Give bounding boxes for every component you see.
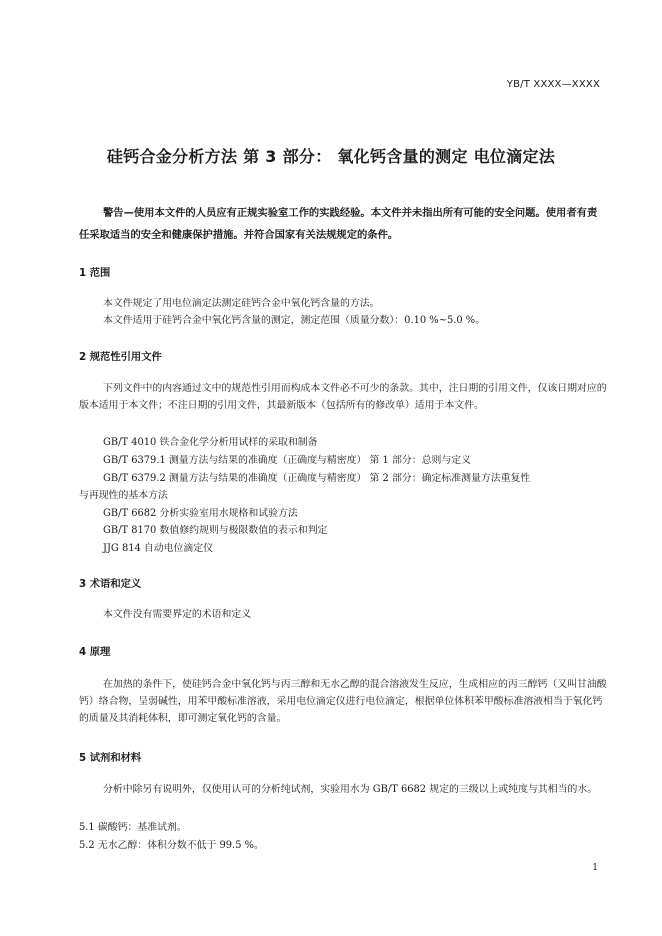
section-5-body bbox=[79, 781, 607, 798]
section-1-heading: 1 范围 bbox=[79, 267, 111, 279]
reference-item-continued: 与再现性的基本方法 bbox=[79, 490, 168, 501]
section-2-intro bbox=[79, 380, 607, 414]
section-4-body bbox=[79, 676, 607, 727]
section-5-paragraph-1: 分析中除另有说明外，仅使用认可的分析纯试剂，实验用水为 GB/T 6682 规定的三级以上或纯度与其相当的水。 bbox=[103, 784, 598, 795]
section-1-body bbox=[79, 295, 607, 329]
reference-item: GB/T 6682 分析实验室用水规格和试验方法 bbox=[103, 508, 298, 519]
safety-warning bbox=[79, 202, 607, 246]
reference-item: GB/T 6379.1 测量方法与结果的准确度（正确度与精密度） 第 1 部分：总则与定义 bbox=[103, 455, 471, 466]
reference-item: GB/T 8170 数值修约规则与极限数值的表示和判定 bbox=[103, 525, 328, 536]
reference-item: JJG 814 自动电位滴定仪 bbox=[103, 543, 214, 554]
section-1-paragraph-1: 本文件规定了用电位滴定法测定硅钙合金中氧化钙含量的方法。 bbox=[103, 298, 380, 309]
section-2-heading: 2 规范性引用文件 bbox=[79, 351, 162, 363]
document-code: YB/T XXXX—XXXX bbox=[506, 79, 600, 90]
section-1-paragraph-2: 本文件适用于硅钙合金中氧化钙含量的测定，测定范围（质量分数）：0.10 %~5.0 %。 bbox=[103, 315, 486, 326]
reagent-item: 5.1 碳酸钙：基准试剂。 bbox=[79, 822, 187, 833]
section-4-heading: 4 原理 bbox=[79, 646, 111, 658]
section-3-body bbox=[79, 606, 607, 623]
reference-item: GB/T 6379.2 测量方法与结果的准确度（正确度与精密度） 第 2 部分：确定标准测量方法重复性 bbox=[103, 473, 531, 484]
reagent-item: 5.2 无水乙醇：体积分数不低于 99.5 %。 bbox=[79, 840, 264, 851]
section-5-heading: 5 试剂和材料 bbox=[79, 752, 142, 764]
document-title: 硅钙合金分析方法 第 3 部分： 氧化钙含量的测定 电位滴定法 bbox=[106, 147, 556, 166]
section-3-paragraph-1: 本文件没有需要界定的术语和定义 bbox=[103, 609, 252, 620]
reference-item: GB/T 4010 铁合金化学分析用试样的采取和制备 bbox=[103, 437, 318, 448]
warning-text: 警告—使用本文件的人员应有正规实验室工作的实践经验。本文件并未指出所有可能的安全问题。使用者有责任采取适当的安全和健康保护措施。并符合国家有关法规规定的条件。 bbox=[79, 207, 598, 241]
section-4-paragraph-1: 在加热的条件下，使硅钙合金中氧化钙与丙三醇和无水乙醇的混合溶液发生反应，生成相应的丙三醇钙（又叫甘油酸钙）络合物，呈弱碱性，用苯甲酸标准溶液，采用电位滴定仪进行电位滴定，根据单位体积苯甲酸标准溶液相当于氧化钙的质量及其消耗体积，即可测定氧化钙的含量。 bbox=[79, 679, 607, 724]
page-number: 1 bbox=[592, 863, 598, 873]
section-2-intro-text: 下列文件中的内容通过文中的规范性引用而构成本文件必不可少的条款。其中，注日期的引用文件，仅该日期对应的版本适用于本文件；不注日期的引用文件，其最新版本（包括所有的修改单）适用于本文件。 bbox=[79, 383, 607, 411]
section-3-heading: 3 术语和定义 bbox=[79, 578, 142, 590]
